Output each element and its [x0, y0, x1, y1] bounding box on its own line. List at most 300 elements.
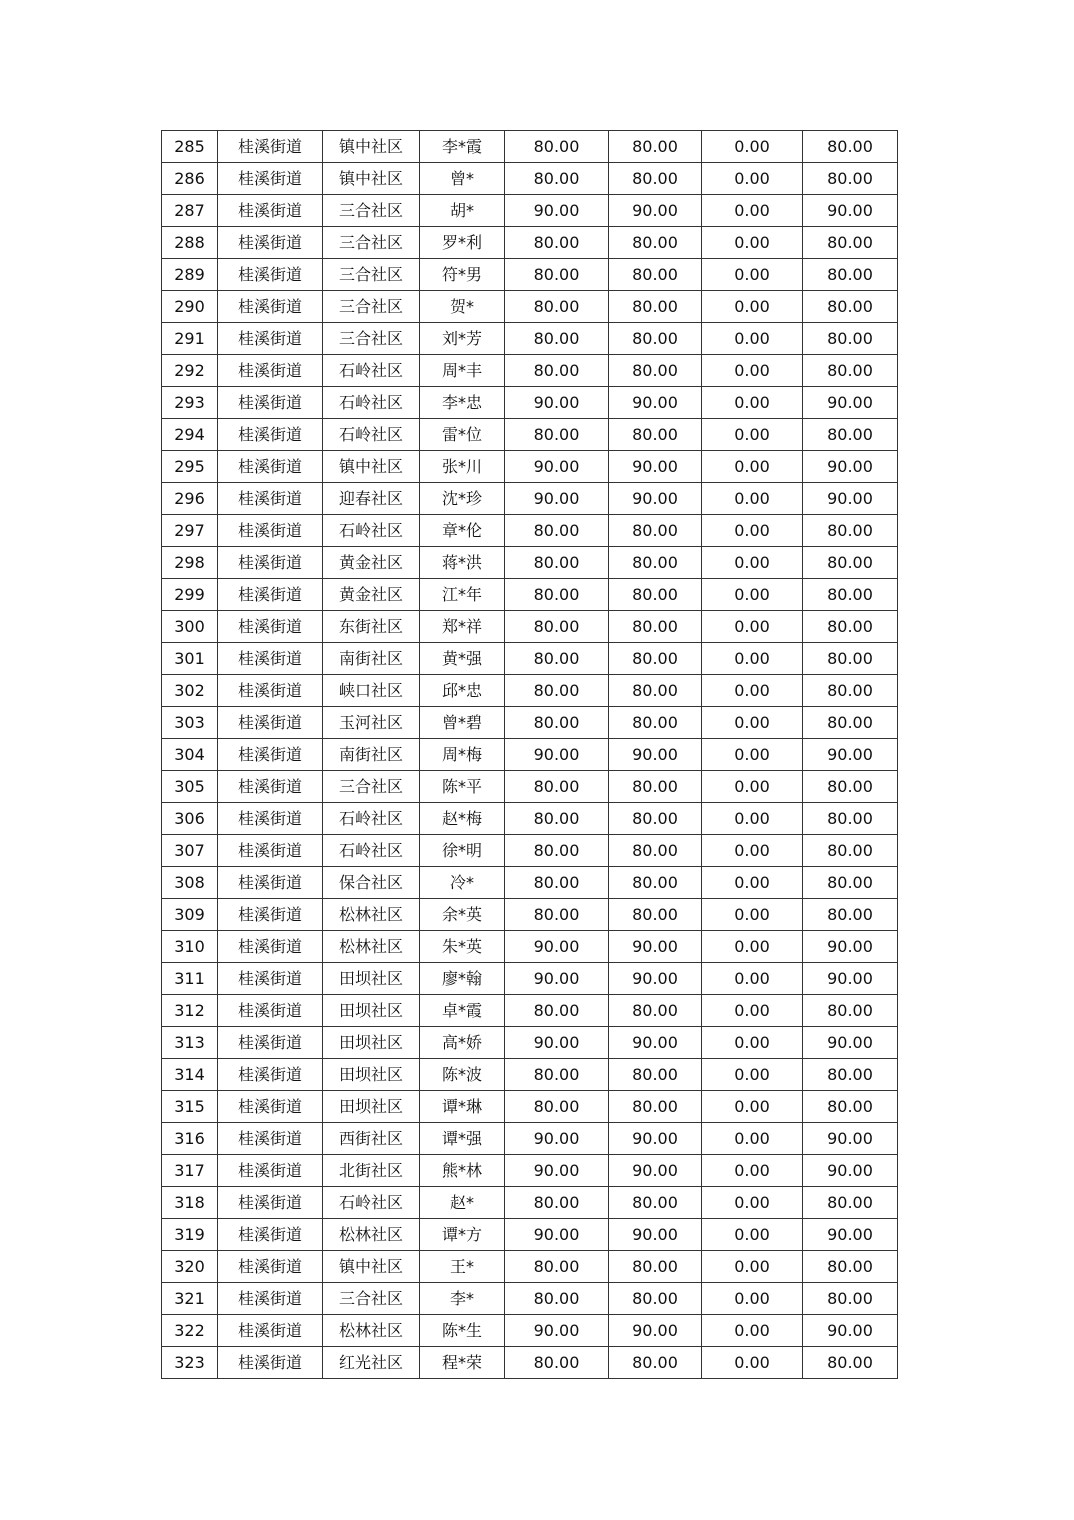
community-cell: 东街社区 — [323, 611, 420, 643]
row-number-cell: 294 — [162, 419, 218, 451]
amount-cell: 90.00 — [505, 963, 609, 995]
amount-cell: 0.00 — [702, 131, 803, 163]
row-number-cell: 291 — [162, 323, 218, 355]
row-number-cell: 293 — [162, 387, 218, 419]
table-row — [162, 899, 898, 931]
amount-cell: 80.00 — [609, 771, 702, 803]
amount-cell: 90.00 — [505, 1123, 609, 1155]
amount-cell: 80.00 — [803, 163, 898, 195]
street-cell: 桂溪街道 — [218, 643, 323, 675]
row-number-cell: 289 — [162, 259, 218, 291]
amount-cell: 0.00 — [702, 1315, 803, 1347]
table-row — [162, 803, 898, 835]
street-cell: 桂溪街道 — [218, 1283, 323, 1315]
amount-cell: 80.00 — [505, 355, 609, 387]
table-row — [162, 707, 898, 739]
name-cell: 沈*珍 — [420, 483, 505, 515]
amount-cell: 0.00 — [702, 1219, 803, 1251]
name-cell: 李*霞 — [420, 131, 505, 163]
amount-cell: 80.00 — [803, 547, 898, 579]
amount-cell: 90.00 — [609, 1315, 702, 1347]
amount-cell: 90.00 — [505, 483, 609, 515]
amount-cell: 0.00 — [702, 579, 803, 611]
community-cell: 北街社区 — [323, 1155, 420, 1187]
amount-cell: 80.00 — [609, 227, 702, 259]
name-cell: 熊*林 — [420, 1155, 505, 1187]
name-cell: 胡* — [420, 195, 505, 227]
name-cell: 陈*波 — [420, 1059, 505, 1091]
table-row — [162, 1155, 898, 1187]
name-cell: 朱*英 — [420, 931, 505, 963]
amount-cell: 80.00 — [505, 291, 609, 323]
amount-cell: 80.00 — [505, 1347, 609, 1379]
amount-cell: 90.00 — [803, 1219, 898, 1251]
street-cell: 桂溪街道 — [218, 899, 323, 931]
amount-cell: 80.00 — [609, 1251, 702, 1283]
amount-cell: 80.00 — [505, 1187, 609, 1219]
street-cell: 桂溪街道 — [218, 835, 323, 867]
community-cell: 石岭社区 — [323, 1187, 420, 1219]
amount-cell: 80.00 — [803, 259, 898, 291]
community-cell: 石岭社区 — [323, 387, 420, 419]
amount-cell: 90.00 — [609, 1123, 702, 1155]
table-row — [162, 291, 898, 323]
amount-cell: 80.00 — [803, 995, 898, 1027]
name-cell: 周*丰 — [420, 355, 505, 387]
table-row — [162, 451, 898, 483]
amount-cell: 0.00 — [702, 387, 803, 419]
amount-cell: 90.00 — [803, 963, 898, 995]
amount-cell: 80.00 — [803, 771, 898, 803]
street-cell: 桂溪街道 — [218, 707, 323, 739]
community-cell: 红光社区 — [323, 1347, 420, 1379]
street-cell: 桂溪街道 — [218, 483, 323, 515]
amount-cell: 80.00 — [803, 227, 898, 259]
amount-cell: 0.00 — [702, 643, 803, 675]
row-number-cell: 322 — [162, 1315, 218, 1347]
row-number-cell: 310 — [162, 931, 218, 963]
amount-cell: 0.00 — [702, 515, 803, 547]
street-cell: 桂溪街道 — [218, 163, 323, 195]
name-cell: 雷*位 — [420, 419, 505, 451]
table-row — [162, 995, 898, 1027]
table-row — [162, 419, 898, 451]
amount-cell: 80.00 — [609, 579, 702, 611]
community-cell: 三合社区 — [323, 1283, 420, 1315]
amount-cell: 0.00 — [702, 259, 803, 291]
amount-cell: 80.00 — [505, 867, 609, 899]
amount-cell: 0.00 — [702, 771, 803, 803]
name-cell: 章*伦 — [420, 515, 505, 547]
row-number-cell: 297 — [162, 515, 218, 547]
street-cell: 桂溪街道 — [218, 1315, 323, 1347]
street-cell: 桂溪街道 — [218, 1091, 323, 1123]
amount-cell: 90.00 — [609, 483, 702, 515]
amount-cell: 90.00 — [609, 1219, 702, 1251]
amount-cell: 80.00 — [803, 1091, 898, 1123]
street-cell: 桂溪街道 — [218, 291, 323, 323]
name-cell: 冷* — [420, 867, 505, 899]
table-row — [162, 963, 898, 995]
row-number-cell: 290 — [162, 291, 218, 323]
amount-cell: 90.00 — [609, 387, 702, 419]
amount-cell: 0.00 — [702, 963, 803, 995]
community-cell: 黄金社区 — [323, 579, 420, 611]
row-number-cell: 298 — [162, 547, 218, 579]
row-number-cell: 311 — [162, 963, 218, 995]
street-cell: 桂溪街道 — [218, 259, 323, 291]
amount-cell: 90.00 — [803, 195, 898, 227]
amount-cell: 90.00 — [609, 739, 702, 771]
name-cell: 徐*明 — [420, 835, 505, 867]
amount-cell: 80.00 — [609, 515, 702, 547]
amount-cell: 90.00 — [505, 1155, 609, 1187]
community-cell: 松林社区 — [323, 1315, 420, 1347]
table-row — [162, 547, 898, 579]
community-cell: 迎春社区 — [323, 483, 420, 515]
amount-cell: 0.00 — [702, 419, 803, 451]
amount-cell: 80.00 — [609, 1283, 702, 1315]
table-row — [162, 931, 898, 963]
table-row — [162, 835, 898, 867]
table-row — [162, 1219, 898, 1251]
amount-cell: 0.00 — [702, 739, 803, 771]
community-cell: 石岭社区 — [323, 803, 420, 835]
amount-cell: 0.00 — [702, 1283, 803, 1315]
community-cell: 南街社区 — [323, 739, 420, 771]
name-cell: 陈*平 — [420, 771, 505, 803]
table-row — [162, 611, 898, 643]
table-row — [162, 771, 898, 803]
row-number-cell: 299 — [162, 579, 218, 611]
community-cell: 田坝社区 — [323, 995, 420, 1027]
table-row — [162, 387, 898, 419]
name-cell: 张*川 — [420, 451, 505, 483]
name-cell: 赵* — [420, 1187, 505, 1219]
row-number-cell: 315 — [162, 1091, 218, 1123]
amount-cell: 0.00 — [702, 451, 803, 483]
street-cell: 桂溪街道 — [218, 1219, 323, 1251]
amount-cell: 80.00 — [609, 707, 702, 739]
amount-cell: 0.00 — [702, 547, 803, 579]
street-cell: 桂溪街道 — [218, 1155, 323, 1187]
amount-cell: 90.00 — [505, 1315, 609, 1347]
row-number-cell: 285 — [162, 131, 218, 163]
amount-cell: 80.00 — [803, 867, 898, 899]
amount-cell: 80.00 — [505, 1251, 609, 1283]
amount-cell: 80.00 — [609, 995, 702, 1027]
table-row — [162, 1027, 898, 1059]
amount-cell: 0.00 — [702, 707, 803, 739]
row-number-cell: 288 — [162, 227, 218, 259]
amount-cell: 80.00 — [609, 643, 702, 675]
street-cell: 桂溪街道 — [218, 739, 323, 771]
street-cell: 桂溪街道 — [218, 771, 323, 803]
amount-cell: 80.00 — [609, 131, 702, 163]
name-cell: 周*梅 — [420, 739, 505, 771]
row-number-cell: 306 — [162, 803, 218, 835]
amount-cell: 0.00 — [702, 1027, 803, 1059]
name-cell: 王* — [420, 1251, 505, 1283]
amount-cell: 80.00 — [505, 131, 609, 163]
table-row — [162, 1123, 898, 1155]
amount-cell: 80.00 — [505, 547, 609, 579]
row-number-cell: 307 — [162, 835, 218, 867]
street-cell: 桂溪街道 — [218, 1347, 323, 1379]
data-table — [161, 130, 898, 1379]
community-cell: 三合社区 — [323, 259, 420, 291]
table-row — [162, 355, 898, 387]
amount-cell: 80.00 — [609, 1091, 702, 1123]
amount-cell: 80.00 — [803, 611, 898, 643]
table-row — [162, 323, 898, 355]
amount-cell: 80.00 — [609, 899, 702, 931]
community-cell: 松林社区 — [323, 1219, 420, 1251]
amount-cell: 80.00 — [505, 515, 609, 547]
amount-cell: 90.00 — [803, 931, 898, 963]
amount-cell: 80.00 — [505, 771, 609, 803]
amount-cell: 80.00 — [803, 579, 898, 611]
community-cell: 田坝社区 — [323, 1059, 420, 1091]
street-cell: 桂溪街道 — [218, 1187, 323, 1219]
amount-cell: 80.00 — [609, 611, 702, 643]
amount-cell: 80.00 — [803, 899, 898, 931]
name-cell: 邱*忠 — [420, 675, 505, 707]
amount-cell: 80.00 — [803, 835, 898, 867]
name-cell: 廖*翰 — [420, 963, 505, 995]
street-cell: 桂溪街道 — [218, 227, 323, 259]
table-row — [162, 131, 898, 163]
amount-cell: 90.00 — [803, 387, 898, 419]
community-cell: 石岭社区 — [323, 515, 420, 547]
amount-cell: 0.00 — [702, 995, 803, 1027]
street-cell: 桂溪街道 — [218, 515, 323, 547]
table-row — [162, 579, 898, 611]
amount-cell: 80.00 — [609, 163, 702, 195]
community-cell: 松林社区 — [323, 899, 420, 931]
amount-cell: 80.00 — [803, 643, 898, 675]
amount-cell: 90.00 — [505, 195, 609, 227]
amount-cell: 90.00 — [803, 739, 898, 771]
name-cell: 罗*利 — [420, 227, 505, 259]
table-row — [162, 867, 898, 899]
street-cell: 桂溪街道 — [218, 355, 323, 387]
amount-cell: 0.00 — [702, 227, 803, 259]
amount-cell: 0.00 — [702, 483, 803, 515]
amount-cell: 80.00 — [505, 323, 609, 355]
amount-cell: 0.00 — [702, 195, 803, 227]
community-cell: 玉河社区 — [323, 707, 420, 739]
row-number-cell: 303 — [162, 707, 218, 739]
amount-cell: 80.00 — [803, 1283, 898, 1315]
amount-cell: 80.00 — [505, 163, 609, 195]
community-cell: 松林社区 — [323, 931, 420, 963]
community-cell: 黄金社区 — [323, 547, 420, 579]
row-number-cell: 305 — [162, 771, 218, 803]
table-row — [162, 675, 898, 707]
community-cell: 保合社区 — [323, 867, 420, 899]
name-cell: 符*男 — [420, 259, 505, 291]
community-cell: 石岭社区 — [323, 355, 420, 387]
community-cell: 镇中社区 — [323, 163, 420, 195]
row-number-cell: 313 — [162, 1027, 218, 1059]
amount-cell: 80.00 — [505, 419, 609, 451]
amount-cell: 0.00 — [702, 1187, 803, 1219]
amount-cell: 90.00 — [505, 1027, 609, 1059]
community-cell: 镇中社区 — [323, 451, 420, 483]
table-row — [162, 643, 898, 675]
community-cell: 镇中社区 — [323, 1251, 420, 1283]
amount-cell: 0.00 — [702, 931, 803, 963]
amount-cell: 80.00 — [609, 291, 702, 323]
amount-cell: 90.00 — [609, 451, 702, 483]
name-cell: 程*荣 — [420, 1347, 505, 1379]
amount-cell: 90.00 — [803, 451, 898, 483]
street-cell: 桂溪街道 — [218, 1027, 323, 1059]
row-number-cell: 314 — [162, 1059, 218, 1091]
row-number-cell: 312 — [162, 995, 218, 1027]
row-number-cell: 304 — [162, 739, 218, 771]
community-cell: 三合社区 — [323, 195, 420, 227]
amount-cell: 80.00 — [505, 707, 609, 739]
row-number-cell: 320 — [162, 1251, 218, 1283]
amount-cell: 0.00 — [702, 291, 803, 323]
community-cell: 石岭社区 — [323, 835, 420, 867]
street-cell: 桂溪街道 — [218, 323, 323, 355]
amount-cell: 80.00 — [803, 1347, 898, 1379]
amount-cell: 90.00 — [803, 1315, 898, 1347]
amount-cell: 0.00 — [702, 163, 803, 195]
amount-cell: 80.00 — [609, 419, 702, 451]
table-row — [162, 1059, 898, 1091]
amount-cell: 80.00 — [505, 835, 609, 867]
amount-cell: 80.00 — [803, 1251, 898, 1283]
amount-cell: 80.00 — [609, 259, 702, 291]
community-cell: 三合社区 — [323, 771, 420, 803]
street-cell: 桂溪街道 — [218, 579, 323, 611]
table-row — [162, 1187, 898, 1219]
row-number-cell: 309 — [162, 899, 218, 931]
amount-cell: 80.00 — [505, 1283, 609, 1315]
amount-cell: 80.00 — [505, 1059, 609, 1091]
amount-cell: 0.00 — [702, 1059, 803, 1091]
amount-cell: 0.00 — [702, 1091, 803, 1123]
row-number-cell: 316 — [162, 1123, 218, 1155]
community-cell: 峡口社区 — [323, 675, 420, 707]
amount-cell: 90.00 — [609, 195, 702, 227]
row-number-cell: 300 — [162, 611, 218, 643]
row-number-cell: 292 — [162, 355, 218, 387]
amount-cell: 0.00 — [702, 867, 803, 899]
amount-cell: 80.00 — [609, 675, 702, 707]
amount-cell: 80.00 — [505, 995, 609, 1027]
amount-cell: 80.00 — [609, 547, 702, 579]
row-number-cell: 301 — [162, 643, 218, 675]
amount-cell: 80.00 — [803, 803, 898, 835]
name-cell: 谭*方 — [420, 1219, 505, 1251]
row-number-cell: 323 — [162, 1347, 218, 1379]
amount-cell: 80.00 — [609, 803, 702, 835]
amount-cell: 0.00 — [702, 899, 803, 931]
street-cell: 桂溪街道 — [218, 675, 323, 707]
amount-cell: 80.00 — [803, 419, 898, 451]
street-cell: 桂溪街道 — [218, 1123, 323, 1155]
amount-cell: 80.00 — [609, 355, 702, 387]
street-cell: 桂溪街道 — [218, 547, 323, 579]
table-row — [162, 515, 898, 547]
amount-cell: 90.00 — [505, 1219, 609, 1251]
street-cell: 桂溪街道 — [218, 419, 323, 451]
amount-cell: 0.00 — [702, 355, 803, 387]
street-cell: 桂溪街道 — [218, 1251, 323, 1283]
amount-cell: 90.00 — [609, 1155, 702, 1187]
community-cell: 三合社区 — [323, 291, 420, 323]
table-row — [162, 483, 898, 515]
amount-cell: 0.00 — [702, 1347, 803, 1379]
name-cell: 高*娇 — [420, 1027, 505, 1059]
table-row — [162, 1251, 898, 1283]
name-cell: 黄*强 — [420, 643, 505, 675]
street-cell: 桂溪街道 — [218, 931, 323, 963]
name-cell: 刘*芳 — [420, 323, 505, 355]
amount-cell: 80.00 — [803, 1059, 898, 1091]
amount-cell: 80.00 — [609, 1187, 702, 1219]
amount-cell: 0.00 — [702, 323, 803, 355]
amount-cell: 90.00 — [609, 931, 702, 963]
row-number-cell: 319 — [162, 1219, 218, 1251]
name-cell: 郑*祥 — [420, 611, 505, 643]
row-number-cell: 287 — [162, 195, 218, 227]
amount-cell: 80.00 — [505, 227, 609, 259]
amount-cell: 80.00 — [609, 1347, 702, 1379]
name-cell: 江*年 — [420, 579, 505, 611]
community-cell: 田坝社区 — [323, 1027, 420, 1059]
amount-cell: 80.00 — [803, 355, 898, 387]
amount-cell: 90.00 — [609, 963, 702, 995]
row-number-cell: 321 — [162, 1283, 218, 1315]
amount-cell: 0.00 — [702, 1123, 803, 1155]
amount-cell: 90.00 — [505, 931, 609, 963]
table-row — [162, 259, 898, 291]
amount-cell: 80.00 — [609, 835, 702, 867]
name-cell: 李*忠 — [420, 387, 505, 419]
amount-cell: 0.00 — [702, 611, 803, 643]
amount-cell: 80.00 — [505, 259, 609, 291]
community-cell: 田坝社区 — [323, 963, 420, 995]
name-cell: 谭*琳 — [420, 1091, 505, 1123]
amount-cell: 80.00 — [803, 131, 898, 163]
table-row — [162, 739, 898, 771]
name-cell: 卓*霞 — [420, 995, 505, 1027]
street-cell: 桂溪街道 — [218, 387, 323, 419]
amount-cell: 90.00 — [505, 387, 609, 419]
amount-cell: 90.00 — [505, 451, 609, 483]
amount-cell: 0.00 — [702, 803, 803, 835]
amount-cell: 80.00 — [505, 899, 609, 931]
table-row — [162, 195, 898, 227]
amount-cell: 80.00 — [505, 643, 609, 675]
name-cell: 李* — [420, 1283, 505, 1315]
row-number-cell: 302 — [162, 675, 218, 707]
amount-cell: 90.00 — [609, 1027, 702, 1059]
table-row — [162, 1091, 898, 1123]
table-row — [162, 1315, 898, 1347]
amount-cell: 80.00 — [803, 1187, 898, 1219]
street-cell: 桂溪街道 — [218, 803, 323, 835]
street-cell: 桂溪街道 — [218, 995, 323, 1027]
amount-cell: 80.00 — [505, 803, 609, 835]
amount-cell: 0.00 — [702, 1251, 803, 1283]
